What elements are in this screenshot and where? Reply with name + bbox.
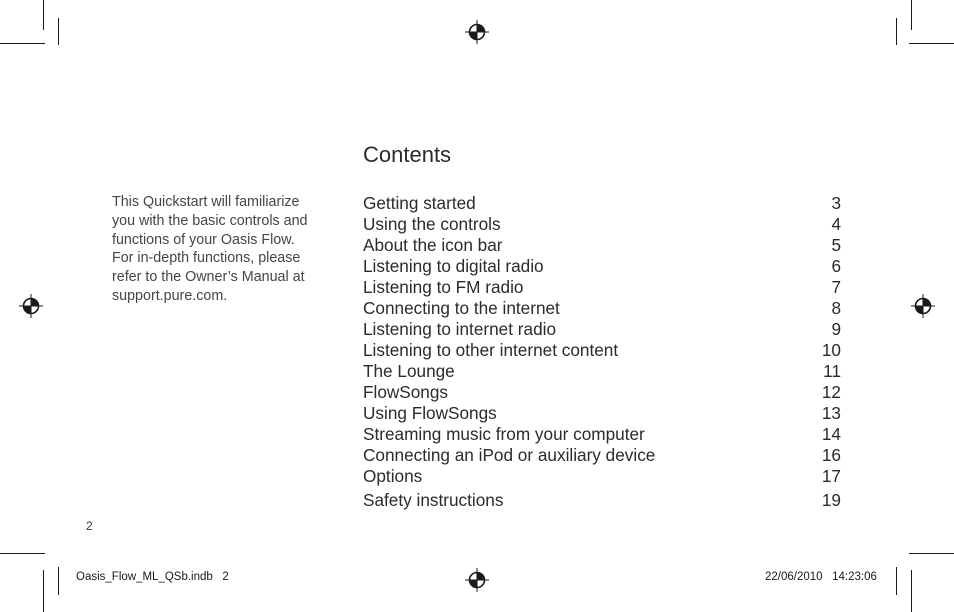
slug-timestamp: 22/06/2010 14:23:06 — [765, 571, 877, 583]
intro-paragraph — [112, 193, 332, 306]
toc-entry-label: Getting started — [363, 193, 476, 213]
toc-entry-label: Listening to other internet content — [363, 340, 619, 360]
toc-entry-label: The Lounge — [363, 361, 455, 381]
toc-entry-label: FlowSongs — [363, 382, 449, 402]
toc-entry-page: 12 — [821, 382, 841, 402]
toc-entry[interactable] — [363, 424, 841, 445]
toc-entry-label: Listening to internet radio — [363, 319, 557, 339]
crop-mark — [43, 0, 44, 30]
crop-mark — [43, 570, 44, 612]
toc-entry[interactable] — [363, 466, 841, 487]
toc-entry-page: 16 — [821, 445, 841, 465]
intro-line: support.pure.com. — [112, 287, 228, 304]
toc-entry[interactable] — [363, 319, 841, 340]
contents-title: Contents — [363, 142, 452, 167]
toc-entry-page: 5 — [831, 235, 841, 255]
registration-mark-icon — [19, 294, 43, 318]
toc-entry-page: 14 — [821, 424, 841, 444]
registration-mark-icon — [465, 20, 489, 44]
crop-mark — [58, 18, 59, 45]
intro-line: refer to the Owner’s Manual at — [112, 269, 305, 286]
toc-entry[interactable] — [363, 403, 841, 424]
crop-mark — [0, 43, 45, 44]
toc-entry-label: About the icon bar — [363, 235, 503, 255]
intro-line: For in-depth functions, please — [112, 250, 301, 267]
page-number: 2 — [86, 519, 93, 533]
table-of-contents — [363, 193, 841, 511]
crop-mark — [896, 18, 897, 45]
toc-entry[interactable] — [363, 445, 841, 466]
registration-mark-icon — [911, 294, 935, 318]
registration-mark-icon — [465, 568, 489, 592]
toc-entry-page: 13 — [821, 403, 841, 423]
toc-entry-label: Connecting an iPod or auxiliary device — [363, 445, 656, 465]
toc-entry-page: 10 — [821, 340, 841, 360]
toc-entry[interactable] — [363, 277, 841, 298]
toc-entry-page: 19 — [821, 490, 841, 510]
toc-entry-page: 8 — [831, 298, 841, 318]
intro-line: you with the basic controls and — [112, 212, 308, 229]
intro-line: functions of your Oasis Flow. — [112, 231, 295, 248]
toc-entry-page: 4 — [831, 214, 841, 234]
toc-entry-label: Safety instructions — [363, 490, 504, 510]
crop-mark — [911, 0, 912, 30]
toc-entry[interactable] — [363, 193, 841, 214]
toc-entry[interactable] — [363, 298, 841, 319]
toc-entry[interactable] — [363, 340, 841, 361]
toc-entry-page: 6 — [831, 256, 841, 276]
toc-entry-label: Using the controls — [363, 214, 501, 234]
toc-entry-page: 17 — [821, 466, 841, 486]
toc-entry-label: Streaming music from your computer — [363, 424, 645, 444]
crop-mark — [911, 570, 912, 612]
toc-entry-label: Connecting to the internet — [363, 298, 560, 318]
toc-entry-page: 9 — [831, 319, 841, 339]
crop-mark — [896, 567, 897, 595]
toc-entry[interactable] — [363, 256, 841, 277]
crop-mark — [909, 43, 954, 44]
toc-entry-page: 3 — [831, 193, 841, 213]
toc-entry-page: 7 — [831, 277, 841, 297]
crop-mark — [58, 567, 59, 595]
toc-entry-label: Options — [363, 466, 423, 486]
toc-entry-label: Listening to digital radio — [363, 256, 544, 276]
slug-file-info: Oasis_Flow_ML_QSb.indb 2 — [76, 571, 229, 583]
toc-entry-label: Listening to FM radio — [363, 277, 524, 297]
toc-entry[interactable] — [363, 361, 841, 382]
toc-entry-label: Using FlowSongs — [363, 403, 497, 423]
toc-entry[interactable] — [363, 490, 841, 511]
toc-entry[interactable] — [363, 235, 841, 256]
toc-entry[interactable] — [363, 382, 841, 403]
crop-mark — [909, 553, 954, 554]
toc-entry[interactable] — [363, 214, 841, 235]
toc-entry-page: 11 — [823, 361, 841, 381]
intro-line: This Quickstart will familiarize — [112, 194, 300, 210]
crop-mark — [0, 553, 45, 554]
